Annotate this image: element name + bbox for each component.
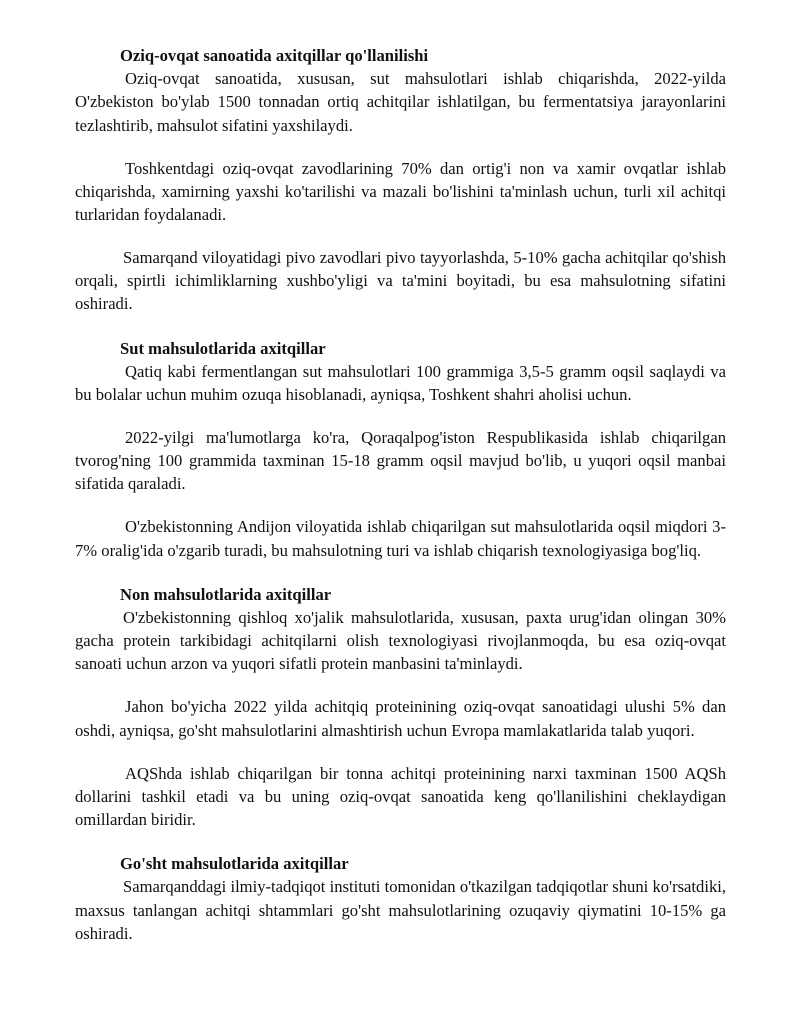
paragraph: Samarqand viloyatidagi pivo zavodlari pivo tayyorlashda, 5-10% gacha achitqilar qo'shish orqali, spirtli ichimliklarning xushbo'yligi va ta'mini boyitadi, bu esa mahsulotning sifatini oshiradi. [75,248,726,314]
section-gap [75,316,726,337]
paragraph: Samarqanddagi ilmiy-tadqiqot instituti tomonidan o'tkazilgan tadqiqotlar shuni ko'rsatdiki, maxsus tanlangan achitqi shtammlari go'sht mahsulotlarining ozuqaviy qiymatini 10-15% ga oshiradi. [75,877,726,943]
section-heading: Sut mahsulotlarida axitqillar [120,338,326,358]
paragraph-gap [75,742,726,762]
paragraph: O'zbekistonning Andijon viloyatida ishlab chiqarilgan sut mahsulotlarida oqsil miqdori 3-7% oralig'ida o'zgarib turadi, bu mahsulotning turi va ishlab chiqarish texnologiyasiga bog'liq. [75,517,726,560]
paragraph: Toshkentdagi oziq-ovqat zavodlarining 70% dan ortig'i non va xamir ovqatlar ishlab chiqarishda, xamirning yaxshi ko'tarilishi va mazali bo'lishini ta'minlash uchun, turli xil achitqi turlaridan foydalanadi. [75,158,726,225]
section-gap [75,831,726,852]
paragraph-gap [75,406,726,426]
paragraph-gap [75,676,726,696]
paragraph: Jahon bo'yicha 2022 yilda achitqiq proteinining oziq-ovqat sanoatidagi ulushi 5% dan oshdi, ayniqsa, go'sht mahsulotlarini almashtirish uchun Evropa mamlakatlarida talab yuqori. [75,697,726,740]
paragraph-gap [75,226,726,246]
document-page [75,44,726,945]
section-heading: Go'sht mahsulotlarida axitqillar [120,854,349,874]
paragraph: Qatiq kabi fermentlangan sut mahsulotlari 100 grammiga 3,5-5 gramm oqsil saqlaydi va bu bolalar uchun muhim ozuqa hisoblanadi, ayniqsa, Toshkent shahri aholisi uchun. [75,361,726,405]
paragraph: 2022-yilgi ma'lumotlarga ko'ra, Qoraqalpog'iston Respublikasida ishlab chiqarilgan tvorog'ning 100 grammida taxminan 15-18 gramm oqsil mavjud bo'lib, u yuqori oqsil manbai sifatida qaraladi. [75,428,726,494]
paragraph-gap [75,137,726,157]
section-heading: Oziq-ovqat sanoatida axitqillar qo'llanilishi [120,46,429,65]
paragraph: O'zbekistonning qishloq xo'jalik mahsulotlarida, xususan, paxta urug'idan olingan 30% gacha protein tarkibidagi achitqilarni olish texnologiyasi rivojlanmoqda, bu esa oziq-ovqat sanoati uchun arzon va yuqori sifatli protein manbasini ta'minlaydi. [75,608,726,674]
paragraph-gap [75,496,726,516]
paragraph: AQShda ishlab chiqarilgan bir tonna achitqi proteinining narxi taxminan 1500 AQSh dollarini tashkil etadi va bu uning oziq-ovqat sanoatida keng qo'llanilishini cheklaydigan omillardan biridir. [75,763,726,830]
paragraph: Oziq-ovqat sanoatida, xususan, sut mahsulotlari ishlab chiqarishda, 2022-yilda O'zbekiston bo'ylab 1500 tonnadan ortiq achitqilar ishlatilgan, bu fermentatsiya jarayonlarini tezlashtirib, mahsulot sifatini yaxshilaydi. [75,69,726,135]
section-gap [75,562,726,583]
section-heading: Non mahsulotlarida axitqillar [120,584,332,604]
